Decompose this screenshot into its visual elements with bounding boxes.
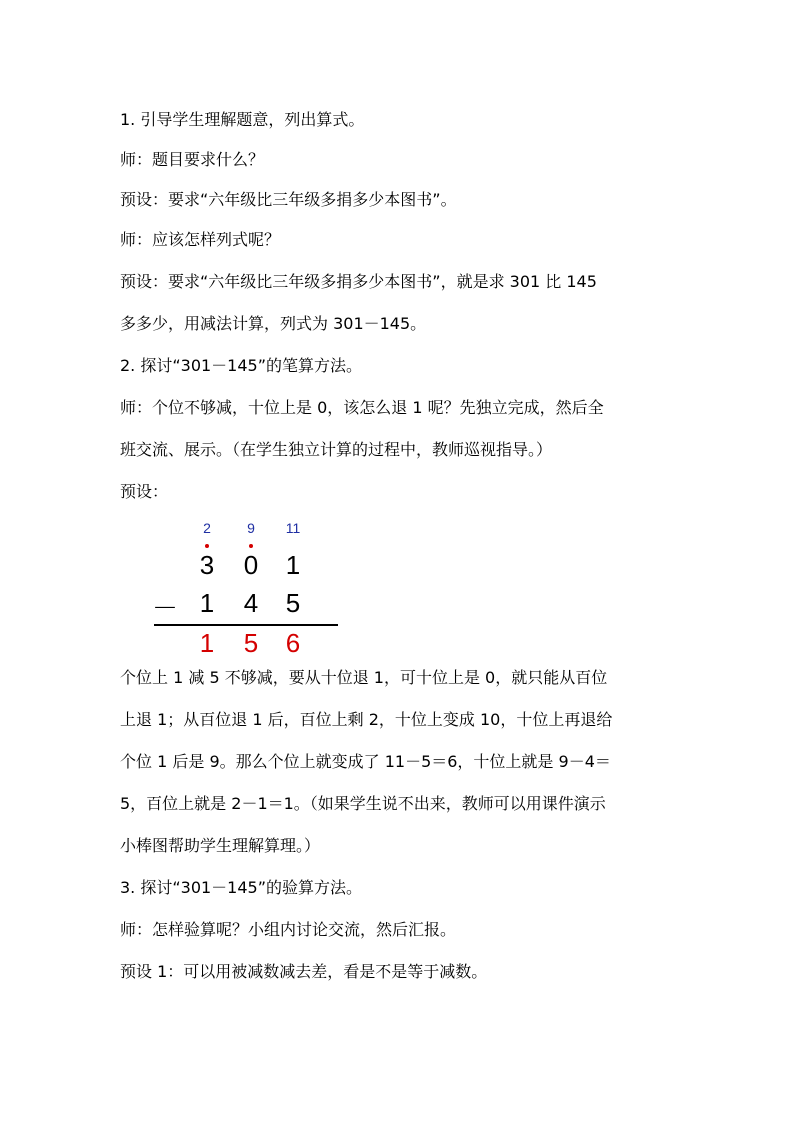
minuend-tens: 0	[243, 550, 259, 580]
explanation-line-5: 小棒图帮助学生理解算理。）	[120, 836, 321, 855]
preset-answer-2-line-2: 多多少，用减法计算，列式为 301－145。	[120, 314, 427, 333]
teacher-question-4: 师：怎样验算呢？小组内讨论交流，然后汇报。	[120, 920, 457, 939]
minuend-hundreds: 3	[199, 550, 215, 580]
step-1-heading: 1. 引导学生理解题意，列出算式。	[120, 110, 365, 129]
borrow-mark-hundreds: 2	[203, 520, 211, 536]
explanation-line-2: 上退 1；从百位退 1 后，百位上剩 2，十位上变成 10，十位上再退给	[120, 710, 613, 729]
explanation-line-3: 个位 1 后是 9。那么个位上就变成了 11－5＝6，十位上就是 9－4＝	[120, 752, 611, 771]
preset-answer-1: 预设：要求“六年级比三年级多捐多少本图书”。	[120, 190, 457, 209]
step-3-heading: 3. 探讨“301－145”的验算方法。	[120, 878, 363, 897]
subtrahend-hundreds: 1	[199, 588, 215, 618]
step-2-heading: 2. 探讨“301－145”的笔算方法。	[120, 356, 363, 375]
teacher-question-3-line-2: 班交流、展示。（在学生独立计算的过程中，教师巡视指导。）	[120, 440, 553, 459]
teacher-question-3-line-1: 师：个位不够减，十位上是 0，该怎么退 1 呢？先独立完成，然后全	[120, 398, 604, 417]
subtrahend-tens: 4	[243, 588, 259, 618]
explanation-line-4: 5，百位上就是 2－1＝1。（如果学生说不出来，教师可以用课件演示	[120, 794, 606, 813]
borrow-mark-ones: 11	[285, 520, 301, 536]
result-ones: 6	[285, 628, 301, 658]
minus-sign: －	[151, 593, 178, 623]
borrow-mark-tens: 9	[247, 520, 255, 536]
subtrahend-ones: 5	[285, 588, 301, 618]
teacher-question-1: 师：题目要求什么？	[120, 150, 265, 169]
preset-label: 预设：	[120, 482, 169, 501]
explanation-line-1: 个位上 1 减 5 不够减，要从十位退 1，可十位上是 0，就只能从百位	[120, 668, 608, 687]
minuend-ones: 1	[285, 550, 301, 580]
borrow-dot-tens	[249, 544, 253, 548]
preset-answer-2-line-1: 预设：要求“六年级比三年级多捐多少本图书”，就是求 301 比 145	[120, 272, 597, 291]
preset-answer-3: 预设 1：可以用被减数减去差，看是不是等于减数。	[120, 962, 488, 981]
sum-line	[154, 624, 338, 626]
borrow-dot-hundreds	[205, 544, 209, 548]
teacher-question-2: 师：应该怎样列式呢？	[120, 230, 281, 249]
vertical-subtraction	[150, 520, 350, 660]
result-tens: 5	[243, 628, 259, 658]
result-hundreds: 1	[199, 628, 215, 658]
